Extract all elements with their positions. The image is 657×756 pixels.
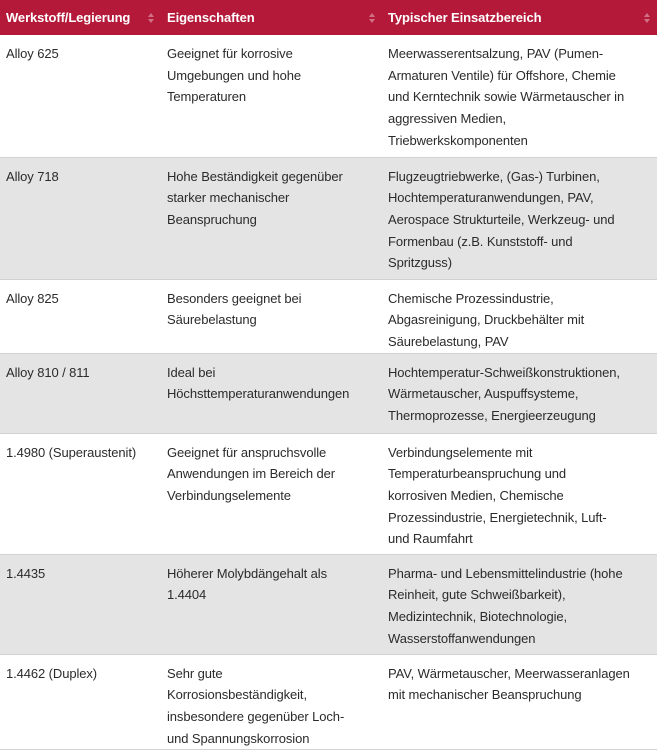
cell-line: Flugzeugtriebwerke, (Gas-) Turbinen,: [388, 168, 600, 184]
cell-line: Sehr gute: [167, 665, 223, 681]
cell-line: Reinheit, gute Schweißbarkeit),: [388, 587, 566, 603]
table-body: [0, 35, 657, 750]
cell-line: Beanspruchung: [167, 211, 257, 227]
material-name: Alloy 825: [6, 290, 59, 306]
cell-line: 1.4404: [167, 587, 207, 603]
cell-line: Säurebelastung, PAV: [388, 333, 509, 349]
cell-line: Anwendungen im Bereich der: [167, 466, 335, 482]
cell-line: Temperaturen: [167, 89, 247, 105]
cell-properties: [161, 279, 382, 353]
cell-line: und Kerntechnik sowie Wärmetauscher in: [388, 89, 625, 105]
cell-material: [0, 433, 161, 554]
table-row: [0, 353, 657, 433]
cell-line: Formenbau (z.B. Kunststoff- und: [388, 233, 573, 249]
cell-line: und Spannungskorrosion: [167, 730, 310, 746]
cell-line: Besonders geeignet bei: [167, 290, 302, 306]
cell-line: Höherer Molybdängehalt als: [167, 565, 327, 581]
table-row: [0, 654, 657, 750]
sort-icon[interactable]: [369, 13, 375, 23]
cell-line: korrosiven Medien, Chemische: [388, 488, 564, 504]
cell-line: Umgebungen und hohe: [167, 67, 301, 83]
table-row: [0, 157, 657, 279]
material-name: 1.4435: [6, 565, 46, 581]
cell-usage: [382, 554, 657, 654]
cell-properties: [161, 433, 382, 554]
cell-material: [0, 157, 161, 279]
cell-line: Armaturen Ventile) für Offshore, Chemie: [388, 67, 616, 83]
material-name: Alloy 718: [6, 168, 59, 184]
column-header-label: Eigenschaften: [167, 10, 255, 25]
cell-properties: [161, 554, 382, 654]
cell-line: Wärmetauscher, Auspuffsysteme,: [388, 386, 579, 402]
cell-properties: [161, 35, 382, 157]
cell-line: Spritzguss): [388, 255, 452, 271]
cell-line: Medizintechnik, Biotechnologie,: [388, 609, 568, 625]
cell-properties: [161, 353, 382, 433]
cell-usage: [382, 279, 657, 353]
material-name: Alloy 625: [6, 46, 59, 61]
table-row: [0, 554, 657, 654]
cell-usage: [382, 353, 657, 433]
material-name: Alloy 810 / 811: [6, 364, 90, 380]
cell-line: Abgasreinigung, Druckbehälter mit: [388, 312, 585, 328]
cell-line: Hochtemperatur-Schweißkonstruktionen,: [388, 364, 620, 380]
cell-line: Säurebelastung: [167, 312, 257, 328]
cell-line: PAV, Wärmetauscher, Meerwasseranlagen: [388, 665, 630, 681]
table-header-row: [0, 0, 657, 35]
cell-material: [0, 35, 161, 157]
sort-icon[interactable]: [644, 13, 650, 23]
column-header-usage[interactable]: [382, 0, 657, 35]
cell-line: Chemische Prozessindustrie,: [388, 290, 554, 306]
table-row: [0, 35, 657, 157]
cell-line: Meerwasserentsalzung, PAV (Pumen-: [388, 46, 604, 61]
cell-line: und Raumfahrt: [388, 531, 473, 547]
cell-line: Aerospace Strukturteile, Werkzeug- und: [388, 211, 615, 227]
cell-line: Hochtemperaturanwendungen, PAV,: [388, 190, 594, 206]
column-header-label: Typischer Einsatzbereich: [388, 10, 542, 25]
cell-material: [0, 279, 161, 353]
material-name: 1.4980 (Superaustenit): [6, 444, 137, 460]
cell-line: Höchsttemperaturanwendungen: [167, 386, 350, 402]
cell-usage: [382, 433, 657, 554]
cell-line: Wasserstoffanwendungen: [388, 630, 536, 646]
cell-properties: [161, 157, 382, 279]
cell-material: [0, 554, 161, 654]
sort-icon[interactable]: [148, 13, 154, 23]
cell-line: Thermoprozesse, Energieerzeugung: [388, 408, 596, 424]
table-row: [0, 279, 657, 353]
cell-line: Prozessindustrie, Energietechnik, Luft-: [388, 509, 607, 525]
column-header-properties[interactable]: [161, 0, 382, 35]
column-header-material[interactable]: [0, 0, 161, 35]
material-name: 1.4462 (Duplex): [6, 665, 97, 681]
cell-line: starker mechanischer: [167, 190, 290, 206]
cell-usage: [382, 654, 657, 750]
cell-usage: [382, 157, 657, 279]
cell-line: Pharma- und Lebensmittelindustrie (hohe: [388, 565, 623, 581]
cell-line: Temperaturbeanspruchung und: [388, 466, 566, 482]
cell-material: [0, 654, 161, 750]
cell-line: Ideal bei: [167, 364, 216, 380]
cell-line: Korrosionsbeständigkeit,: [167, 687, 307, 703]
column-header-label: Werkstoff/Legierung: [6, 10, 131, 25]
cell-line: insbesondere gegenüber Loch-: [167, 709, 345, 725]
cell-line: Hohe Beständigkeit gegenüber: [167, 168, 343, 184]
cell-material: [0, 353, 161, 433]
cell-line: aggressiven Medien,: [388, 111, 507, 127]
cell-usage: [382, 35, 657, 157]
cell-line: Geeignet für anspruchsvolle: [167, 444, 327, 460]
cell-line: Geeignet für korrosive: [167, 46, 293, 61]
cell-line: mit mechanischer Beanspruchung: [388, 687, 582, 703]
cell-properties: [161, 654, 382, 750]
cell-line: Verbindungselemente mit: [388, 444, 533, 460]
cell-line: Triebwerkskomponenten: [388, 132, 528, 148]
table-row: [0, 433, 657, 554]
cell-line: Verbindungselemente: [167, 488, 291, 504]
